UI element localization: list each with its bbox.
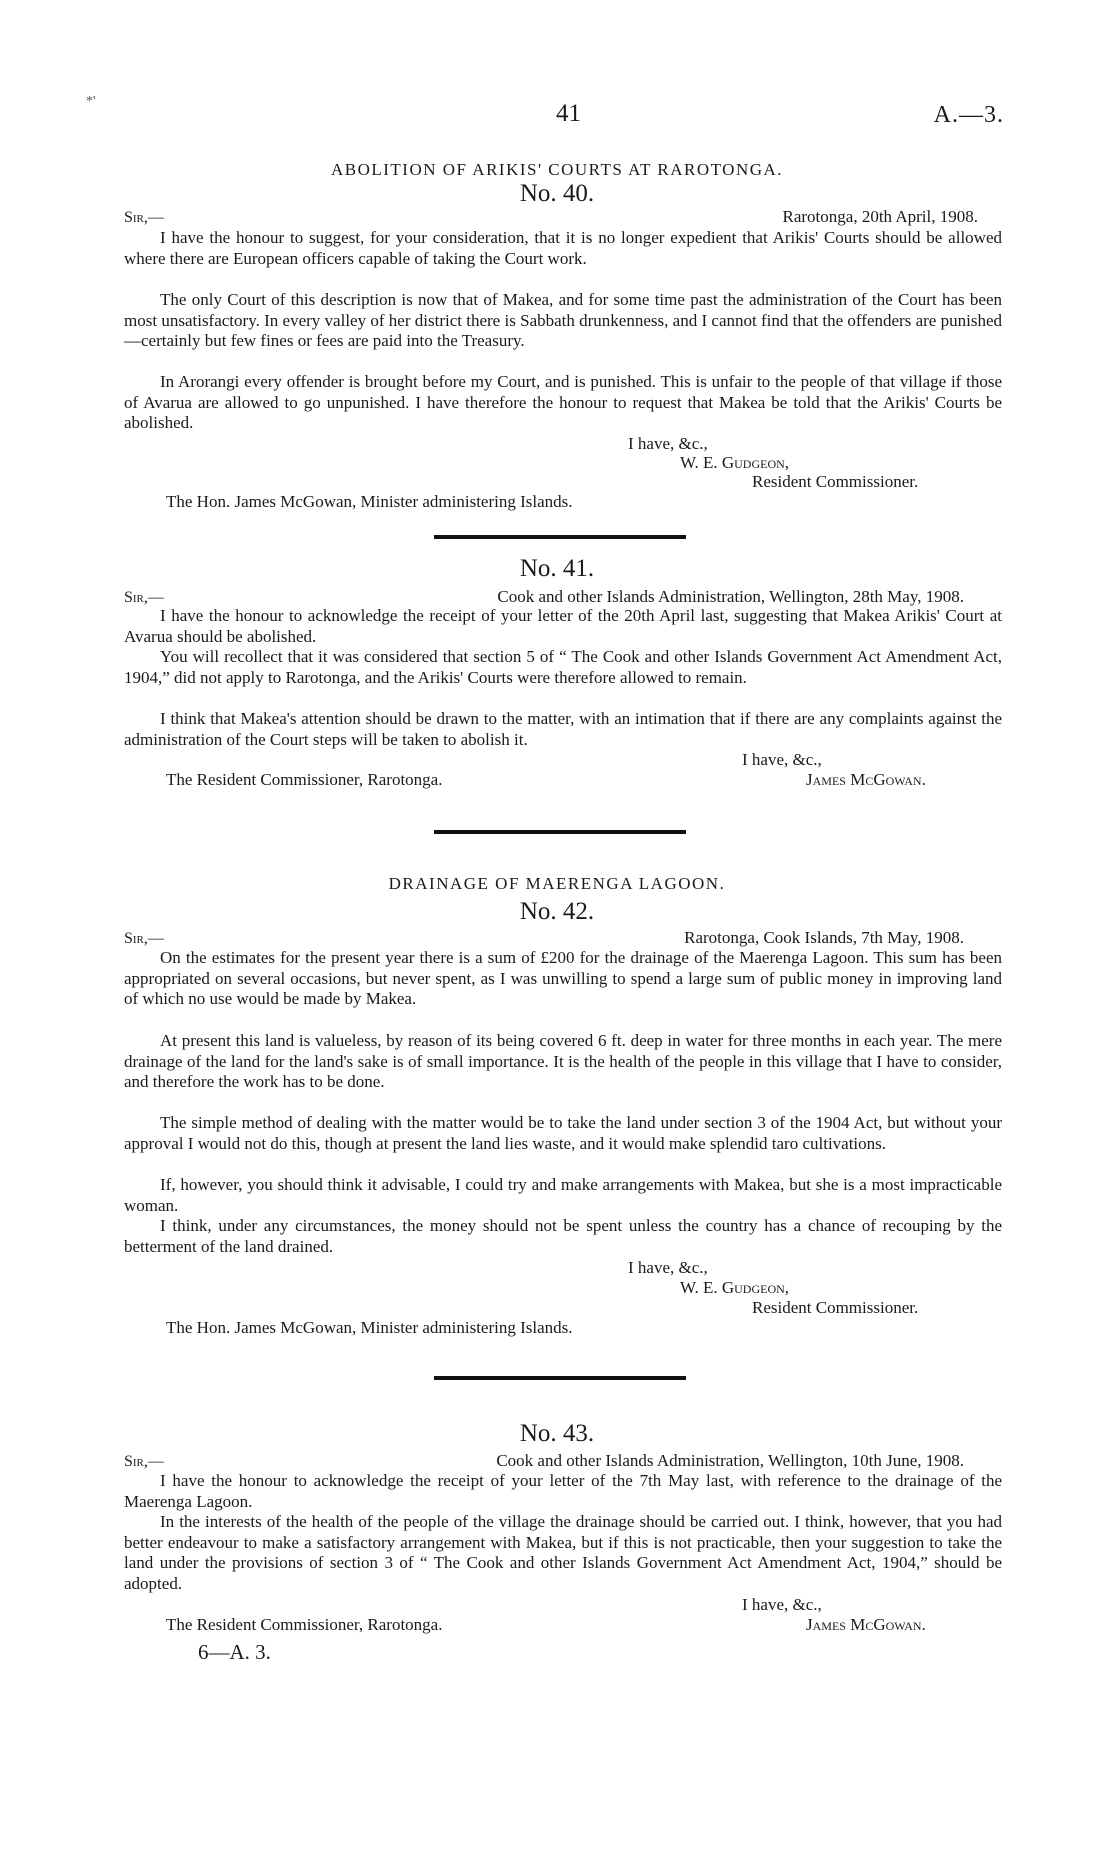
letter-paragraph [124,948,1002,1010]
paragraph-text: The only Court of this description is now that of Makea, and for some time past the administration of the Court has been most unsatisfactory. In every valley of her district there is Sabbath drunkenness, and I cannot find that the offenders are punished—certainly but few fines or fees are paid into the Treasury. [124,290,1002,351]
signature: James McGowan. [806,1615,926,1634]
closing: I have, &c., [628,434,708,453]
closing: I have, &c., [742,750,822,769]
paragraph-text: I have the honour to acknowledge the receipt of your letter of the 20th April last, suggesting that Makea Arikis' Court at Avarua should be abolished. [124,606,1002,646]
paragraph-text: You will recollect that it was considered that section 5 of “ The Cook and other Islands Government Act Amendment Act, 1904,” did not apply to Rarotonga, and the Arikis' Courts were therefore allowed to remain. [124,647,1002,687]
letter-paragraph [124,228,1002,269]
letter-paragraph [124,647,1002,688]
paragraph-text: If, however, you should think it advisable, I could try and make arrangements with Makea, but she is a most impracticable woman. [124,1175,1002,1215]
section-title-maerenga-lagoon: DRAINAGE OF MAERENGA LAGOON. [388,874,726,893]
letter-paragraph [124,1031,1002,1093]
letter-number: No. 40. [519,180,595,207]
paragraph-text: I have the honour to acknowledge the receipt of your letter of the 7th May last, with reference to the drainage of the Maerenga Lagoon. [124,1471,1002,1511]
paragraph-text: I think that Makea's attention should be drawn to the matter, with an intimation that if there are any complaints against the administration of the Court steps will be taken to abolish it. [124,709,1002,749]
letter-paragraph [124,1113,1002,1154]
signature: W. E. Gudgeon, [680,1278,790,1297]
letter-paragraph [124,1471,1002,1512]
signature: W. E. Gudgeon, [680,453,790,472]
closing: I have, &c., [742,1595,822,1614]
paragraph-text: The simple method of dealing with the matter would be to take the land under section 3 of the 1904 Act, but without your approval I would not do this, though at present the land lies waste, and it would make splendid taro cultivations. [124,1113,1002,1153]
place-date: Cook and other Islands Administration, Wellington, 28th May, 1908. [497,587,964,606]
paragraph-text: In the interests of the health of the people of the village the drainage should be carried out. I think, however, that you had better endeavour to make a satisfactory arrangement with Makea, but if this is not practicable, then your suggestion to take the land under the provisions of section 3 of “ The Cook and other Islands Government Act Amendment Act, 1904,” should be adopted. [124,1512,1002,1593]
signature-title: Resident Commissioner. [752,1298,919,1317]
closing: I have, &c., [628,1258,708,1277]
signature: James McGowan. [806,770,926,789]
letter-number: No. 42. [519,898,595,925]
addressee: The Resident Commissioner, Rarotonga. [166,1615,443,1634]
divider-rule [434,1376,686,1380]
divider-rule [434,535,686,539]
salutation: Sir,— [124,930,164,947]
letter-paragraph [124,1175,1002,1216]
letter-paragraph [124,709,1002,750]
signature-title: Resident Commissioner. [752,472,919,491]
letter-number: No. 43. [519,1420,595,1447]
place-date: Rarotonga, 20th April, 1908. [782,207,978,226]
letter-number: No. 41. [519,555,595,582]
place-date: Cook and other Islands Administration, Wellington, 10th June, 1908. [496,1451,964,1470]
letter-paragraph [124,606,1002,647]
addressee: The Resident Commissioner, Rarotonga. [166,770,443,789]
margin-mark: *' [86,94,96,109]
letter-paragraph [124,1216,1002,1257]
letter-paragraph [124,372,1002,434]
letter-paragraph [124,1512,1002,1594]
page-number: 41 [556,100,581,127]
paragraph-text: I have the honour to suggest, for your consideration, that it is no longer expedient that Arikis' Courts should be allowed where there are European officers capable of taking the Court work. [124,228,1002,268]
letter-paragraph [124,290,1002,352]
salutation: Sir,— [124,1453,164,1470]
salutation: Sir,— [124,589,164,606]
paragraph-text: I think, under any circumstances, the money should not be spent unless the country has a chance of recouping by the betterment of the land drained. [124,1216,1002,1256]
salutation: Sir,— [124,209,164,226]
paragraph-text: On the estimates for the present year there is a sum of £200 for the drainage of the Maerenga Lagoon. This sum has been appropriated on several occasions, but never spent, as I was unwilling to spend a large sum of public money in improving land of which no use would be made by Makea. [124,948,1002,1009]
document-reference: A.—3. [933,102,1004,128]
addressee: The Hon. James McGowan, Minister administering Islands. [166,1318,573,1337]
divider-rule [434,830,686,834]
section-title-arikis-courts: ABOLITION OF ARIKIS' COURTS AT RAROTONGA. [330,160,784,179]
addressee: The Hon. James McGowan, Minister administering Islands. [166,492,573,511]
footer-code: 6—A. 3. [198,1640,271,1664]
place-date: Rarotonga, Cook Islands, 7th May, 1908. [684,928,964,947]
paragraph-text: At present this land is valueless, by reason of its being covered 6 ft. deep in water for three months in each year. The mere drainage of the land for the land's sake is of small importance. It is the health of the people in this village that I have to consider, and therefore the work has to be done. [124,1031,1002,1092]
paragraph-text: In Arorangi every offender is brought before my Court, and is punished. This is unfair to the people of that village if those of Avarua are allowed to go unpunished. I have therefore the honour to request that Makea be told that the Arikis' Courts be abolished. [124,372,1002,433]
